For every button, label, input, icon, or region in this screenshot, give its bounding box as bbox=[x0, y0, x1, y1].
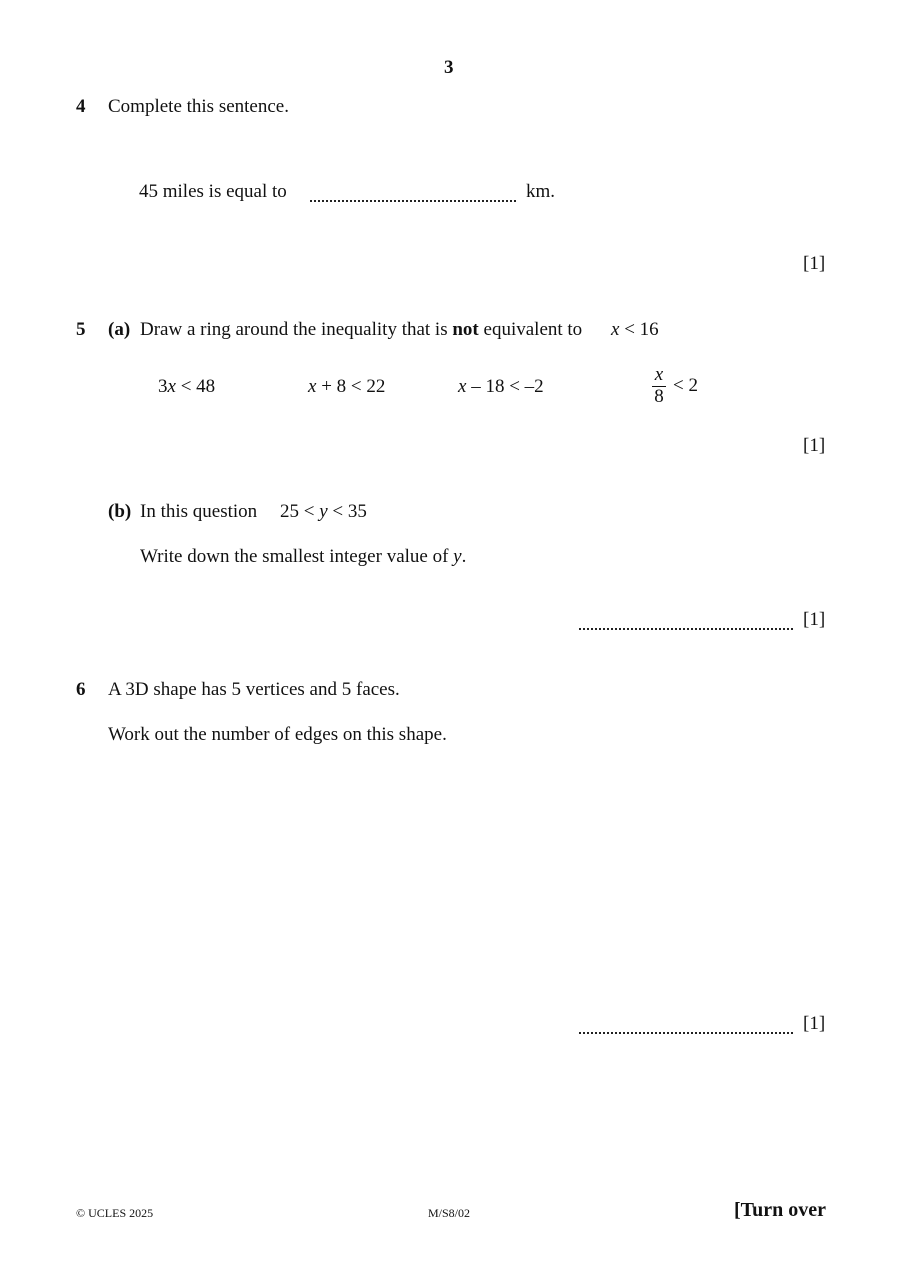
question-6-answer-line[interactable] bbox=[579, 1032, 793, 1034]
question-4-sentence-end: km. bbox=[526, 181, 556, 202]
question-6-marks: [1] bbox=[803, 1013, 826, 1034]
question-6-line-2: Work out the number of edges on this shape. bbox=[108, 724, 447, 745]
footer-copyright: © UCLES 2025 bbox=[76, 1206, 154, 1220]
page-number: 3 bbox=[444, 57, 454, 78]
question-5b-condition: 25 < y < 35 bbox=[280, 501, 367, 522]
question-5b-label: (b) bbox=[108, 501, 132, 522]
question-4-instruction: Complete this sentence. bbox=[108, 96, 289, 117]
turn-over-label: [Turn over bbox=[734, 1199, 827, 1221]
question-4-number: 4 bbox=[76, 96, 86, 117]
fraction-option-rest: < 2 bbox=[673, 375, 698, 396]
question-4-marks: [1] bbox=[803, 253, 826, 274]
question-5b-answer-line[interactable] bbox=[579, 628, 793, 630]
question-5b-prompt: In this question bbox=[140, 501, 258, 522]
inequality-option-3[interactable]: x – 18 < –2 bbox=[458, 376, 544, 397]
inequality-option-4[interactable] bbox=[651, 364, 711, 414]
fraction-denominator: 8 bbox=[654, 386, 664, 407]
footer-code: M/S8/02 bbox=[428, 1206, 471, 1220]
question-4-answer-line[interactable] bbox=[310, 200, 516, 202]
question-5-number: 5 bbox=[76, 319, 86, 340]
question-4-sentence-start: 45 miles is equal to bbox=[139, 181, 287, 202]
question-6-number: 6 bbox=[76, 679, 86, 700]
fraction-numerator: x bbox=[654, 364, 664, 385]
inequality-option-2[interactable]: x + 8 < 22 bbox=[308, 376, 386, 397]
question-5b-instruction: Write down the smallest integer value of y. bbox=[140, 546, 467, 567]
question-5a-prompt: Draw a ring around the inequality that is not equivalent to bbox=[140, 319, 583, 340]
question-5a-marks: [1] bbox=[803, 435, 826, 456]
question-5a-label: (a) bbox=[108, 319, 131, 340]
question-5a-target-inequality: x < 16 bbox=[611, 319, 659, 340]
inequality-option-1[interactable]: 3x < 48 bbox=[158, 376, 216, 397]
question-6-line-1: A 3D shape has 5 vertices and 5 faces. bbox=[108, 679, 400, 700]
question-5b-marks: [1] bbox=[803, 609, 826, 630]
